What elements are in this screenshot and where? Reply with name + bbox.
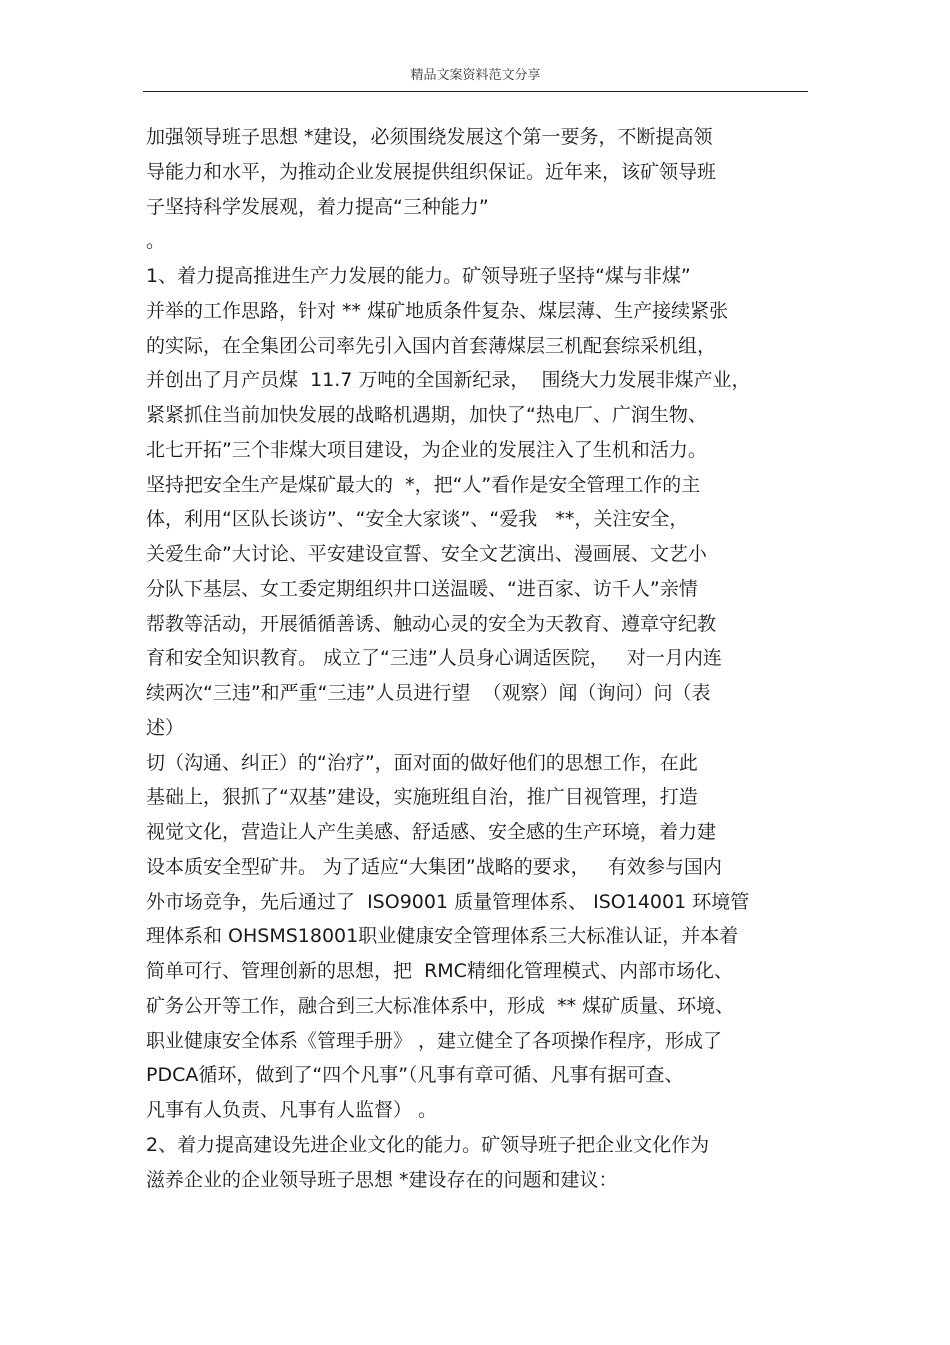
text-line: 2、着力提高建设先进企业文化的能力。矿领导班子把企业文化作为 — [146, 1133, 710, 1156]
text-line: 育和安全知识教育。 成立了“三违”人员身心调适医院， 对一月内连 — [146, 647, 722, 670]
text-line: 基础上，狠抓了“双基”建设，实施班组自治，推广目视管理，打造 — [146, 786, 698, 809]
text-line: 并创出了月产员煤 11.7 万吨的全国新纪录， 围绕大力发展非煤产业， — [146, 369, 751, 392]
text-line: 1、着力提高推进生产力发展的能力。矿领导班子坚持“煤与非煤” — [146, 265, 691, 287]
document-body — [146, 120, 816, 1197]
text-line: 设本质安全型矿井。 为了适应“大集团”战略的要求， 有效参与国内 — [146, 855, 722, 878]
text-line: 述） — [146, 716, 185, 739]
page-header: 精品文案资料范文分享 — [410, 68, 541, 83]
text-line: 矿务公开等工作，融合到三大标准体系中，形成 ** 煤矿质量、环境、 — [146, 994, 735, 1017]
text-line: 职业健康安全体系《管理手册》 ，建立健全了各项操作程序，形成了 — [146, 1029, 723, 1052]
text-line: 滋养企业的企业领导班子思想 *建设存在的问题和建议： — [146, 1168, 618, 1191]
text-line: 分队下基层、女工委定期组织井口送温暖、“进百家、访千人”亲情 — [146, 577, 698, 600]
text-line: PDCA循环，做到了“四个凡事”（凡事有章可循、凡事有据可查、 — [146, 1064, 684, 1087]
text-line: 。 — [146, 230, 166, 253]
text-line: 简单可行、管理创新的思想，把 RMC精细化管理模式、内部市场化、 — [146, 960, 733, 982]
text-line: 凡事有人负责、凡事有人监督） 。 — [146, 1099, 438, 1121]
text-line: 导能力和水平，为推动企业发展提供组织保证。近年来，该矿领导班 — [146, 160, 717, 183]
text-line: 紧紧抓住当前加快发展的战略机遇期，加快了“热电厂、广润生物、 — [146, 404, 707, 426]
text-line: 切（沟通、纠正）的“治疗”，面对面的做好他们的思想工作，在此 — [146, 751, 698, 774]
text-line: 北七开拓”三个非煤大项目建设，为企业的发展注入了生机和活力。 — [146, 438, 707, 461]
text-line: 关爱生命”大讨论、平安建设宣誓、安全文艺演出、漫画展、文艺小 — [146, 543, 707, 565]
text-line: 视觉文化，营造让人产生美感、舒适感、安全感的生产环境，着力建 — [146, 821, 717, 843]
text-line: 子坚持科学发展观，着力提高“三种能力” — [146, 195, 489, 218]
text-line: 并举的工作思路，针对 ** 煤矿地质条件复杂、煤层薄、生产接续紧张 — [146, 299, 729, 322]
text-line: 外市场竞争，先后通过了 ISO9001 质量管理体系、 ISO14001 环境管 — [146, 890, 750, 913]
header-divider — [143, 91, 808, 92]
text-line: 理体系和 OHSMS18001职业健康安全管理体系三大标准认证，并本着 — [146, 925, 739, 948]
text-line: 加强领导班子思想 *建设，必须围绕发展这个第一要务，不断提高领 — [146, 126, 713, 148]
text-line: 续两次“三违”和严重“三违”人员进行望 （观察）闻（询问）问（表 — [146, 682, 711, 704]
text-line: 帮教等活动，开展循循善诱、触动心灵的安全为天教育、遵章守纪教 — [146, 612, 717, 635]
text-line: 体，利用“区队长谈访”、“安全大家谈”、“爱我 **，关注安全， — [146, 508, 689, 531]
text-line: 坚持把安全生产是煤矿最大的 *，把“人”看作是安全管理工作的主 — [146, 473, 701, 496]
text-line: 的实际，在全集团公司率先引入国内首套薄煤层三机配套综采机组， — [146, 334, 717, 357]
